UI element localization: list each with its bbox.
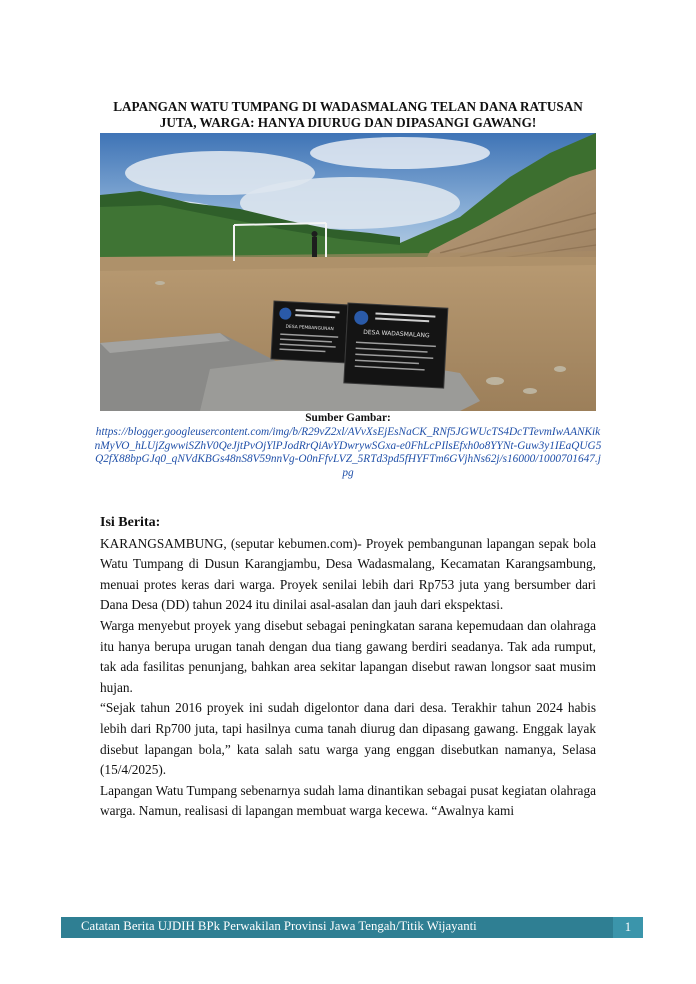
plaque-left-title: DESA PEMBANGUNAN xyxy=(285,324,334,333)
caption-source-link[interactable]: https://blogger.googleusercontent.com/img/b/R29vZ2xl/AVvXsEjEsNaCK_RNf5JGWUcTS4DcTTevmIwAANKiknMyVO_hLUjZgwwiSZhV0QeJjtPvOjYlPJodRrQiAvYDwrywSGxa-e0FhLcPIlsEfxh0o8YYNt-Guw3y1IEaQUG5Q2fX88bpGJq0_qNVdKBGs48nS8V59nnVg-O0nFfvLVZ_5RTd3pd5fHYFTm6GVjhNs62j/s16000/1000701647.jpg xyxy=(94,425,602,480)
paragraph-1: KARANGSAMBUNG, (seputar kebumen.com)- Proyek pembangunan lapangan sepak bola Watu Tumpang di Dusun Karangjambu, Desa Wadasmalang, Kecamatan Karangsambung, menuai protes keras dari warga. Proyek senilai lebih dari Rp753 juta yang bersumber dari Dana Desa (DD) tahun 2024 itu dinilai asal-asalan dan jauh dari ekspektasi. xyxy=(100,535,596,613)
section-heading: Isi Berita: xyxy=(100,515,161,530)
page-number: 1 xyxy=(613,917,643,938)
footer-text: Catatan Berita UJDIH BPk Perwakilan Provinsi Jawa Tengah/Titik Wijayanti xyxy=(81,919,477,933)
article-title: LAPANGAN WATU TUMPANG DI WADASMALANG TELAN DANA RATUSAN JUTA, WARGA: HANYA DIURUG DAN DIPASANGI GAWANG! xyxy=(113,99,583,130)
caption-label: Sumber Gambar: xyxy=(305,412,391,424)
paragraph-2: Warga menyebut proyek yang disebut sebagai peningkatan sarana kepemudaan dan olahraga itu hanya berupa urugan tanah dengan dua tiang gawang berdiri seadanya. Tak ada rumput, tak ada fasilitas penunjang, bahkan area sekitar lapangan disebut rawan longsor saat musim hujan. xyxy=(100,617,596,695)
plaque-right-title: DESA WADASMALANG xyxy=(363,328,430,340)
article-photo xyxy=(100,133,596,411)
page-footer xyxy=(61,917,643,938)
image-caption xyxy=(94,412,602,481)
paragraph-4: Lapangan Watu Tumpang sebenarnya sudah lama dinantikan sebagai pusat kegiatan olahraga warga. Namun, realisasi di lapangan membuat warga kecewa. “Awalnya kami xyxy=(100,782,596,819)
article-body xyxy=(100,513,596,822)
paragraph-3: “Sejak tahun 2016 proyek ini sudah digelontor dana dari desa. Terakhir tahun 2024 habis lebih dari Rp700 juta, tapi hasilnya cuma tanah diurug dan dipasang gawang. Enggak layak disebut lapangan bola,” kata salah satu warga yang enggan disebutkan namanya, Selasa (15/4/2025). xyxy=(100,700,596,778)
